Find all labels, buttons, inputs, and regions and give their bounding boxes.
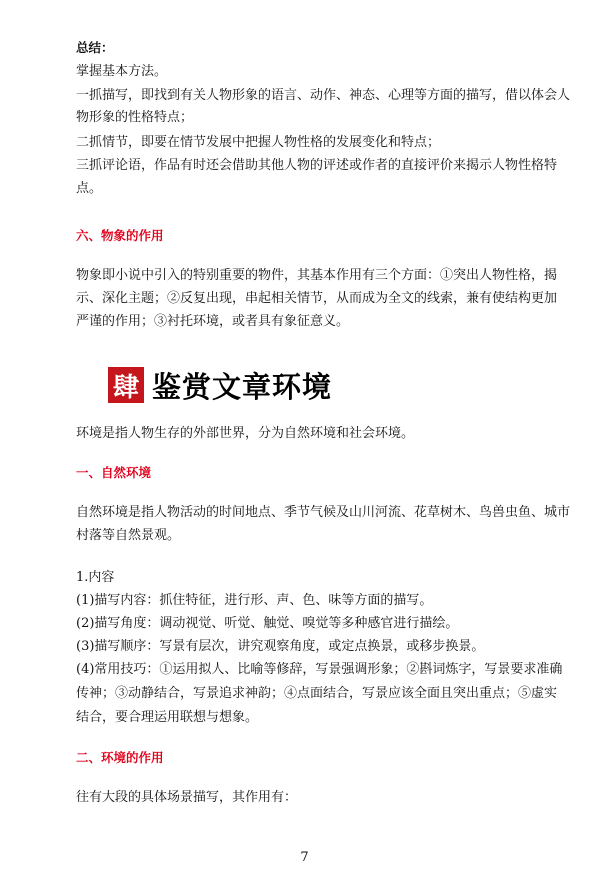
summary-title: 总结： xyxy=(76,40,114,55)
content-line: (4)常用技巧：①运用拟人、比喻等修辞，写景强调形象；②斟词炼字，写景要求准确 xyxy=(76,662,563,677)
seal-icon: 肆 xyxy=(108,367,144,403)
content-line: (2)描写角度：调动视觉、听觉、触觉、嗅觉等多种感官进行描绘。 xyxy=(76,616,459,631)
paragraph-line: 村落等自然景观。 xyxy=(76,528,181,543)
summary-line: 点。 xyxy=(76,181,103,196)
summary-line: 三抓评论语，作品有时还会借助其他人物的评述或作者的直接评价来揭示人物性格特 xyxy=(76,158,558,173)
section-heading: 六、物象的作用 xyxy=(76,228,164,243)
section-heading: 一、自然环境 xyxy=(76,465,152,480)
page-number: 7 xyxy=(300,850,309,865)
content-line: (1)描写内容：抓住特征，进行形、声、色、味等方面的描写。 xyxy=(76,593,433,608)
summary-line: 物形象的性格特点； xyxy=(76,110,194,125)
section-heading: 二、环境的作用 xyxy=(76,750,164,765)
content-line: 1.内容 xyxy=(76,570,115,585)
summary-line: 掌握基本方法。 xyxy=(76,64,168,79)
paragraph-line: 示、深化主题；②反复出现，串起相关情节，从而成为全文的线索，兼有使结构更加 xyxy=(76,291,558,306)
content-line: (3)描写顺序：写景有层次，讲究观察角度，或定点换景，或移步换景。 xyxy=(76,639,485,654)
paragraph-line: 往有大段的具体场景描写，其作用有： xyxy=(76,790,298,805)
paragraph-line: 物象即小说中引入的特别重要的物件，其基本作用有三个方面：①突出人物性格，揭 xyxy=(76,268,558,283)
chapter-banner xyxy=(108,366,332,404)
content-line: 传神；③动静结合，写景追求神韵；④点面结合，写景应该全面且突出重点；⑤虚实 xyxy=(76,686,558,701)
chapter-title: 鉴赏文章环境 xyxy=(152,369,333,404)
summary-line: 二抓情节，即要在情节发展中把握人物性格的发展变化和特点； xyxy=(76,135,441,150)
paragraph-line: 严谨的作用；③衬托环境，或者具有象征意义。 xyxy=(76,314,350,329)
paragraph-line: 自然环境是指人物活动的时间地点、季节气候及山川河流、花草树木、鸟兽虫鱼、城市 xyxy=(76,505,571,520)
paragraph-line: 环境是指人物生存的外部世界，分为自然环境和社会环境。 xyxy=(76,426,415,441)
content-line: 结合，要合理运用联想与想象。 xyxy=(76,710,259,725)
summary-line: 一抓描写，即找到有关人物形象的语言、动作、神态、心理等方面的描写，借以体会人 xyxy=(76,88,571,103)
